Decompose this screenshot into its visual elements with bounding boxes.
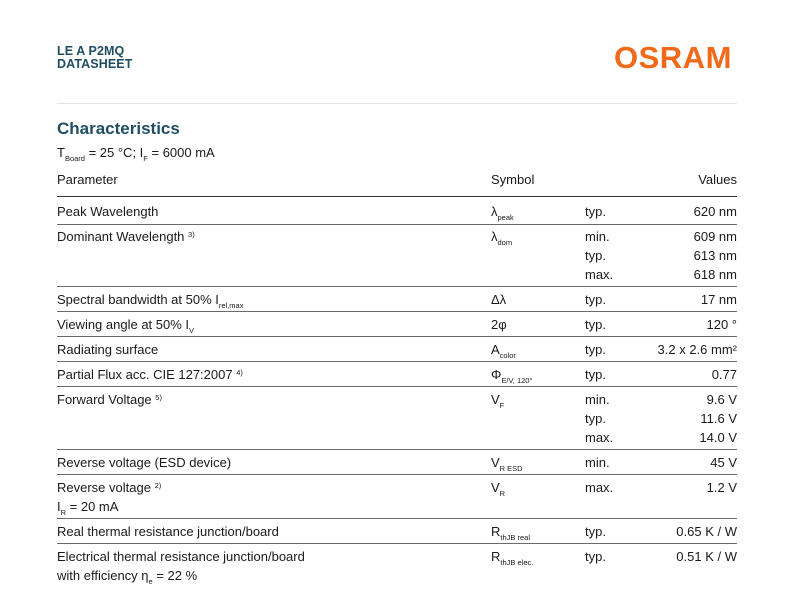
symbol-cell: 2φ <box>491 317 507 332</box>
symbol-cell: $V_{R ESD}$ <box>491 455 523 473</box>
header-values: Values <box>698 172 737 187</box>
symbol-cell: Δλ <box>491 292 507 307</box>
row-divider <box>57 361 737 362</box>
value-cell: 1.2 V <box>706 480 737 495</box>
qualifier-cell: min. typ. max. <box>585 392 614 445</box>
value-cell: 609 nm 613 nm 618 nm <box>693 229 737 282</box>
row-divider <box>57 286 737 287</box>
row-divider <box>57 386 737 387</box>
qualifier-cell: min. <box>585 455 610 470</box>
value-cell: 45 V <box>710 455 737 470</box>
section-title: Characteristics <box>57 119 180 138</box>
row-divider <box>57 543 737 544</box>
header-divider-line <box>57 196 737 197</box>
qualifier-cell: typ. <box>585 342 606 357</box>
param-cell: Forward Voltage $^{5)}$ <box>57 392 162 407</box>
value-cell: 0.65 K / W <box>676 524 737 539</box>
qualifier-cell: typ. <box>585 317 606 332</box>
symbol-cell: $\lambda_{dom}$ <box>491 229 513 247</box>
param-cell: Reverse voltage (ESD device) <box>57 455 232 470</box>
symbol-cell: $\Phi_{E/V, 120^\circ}$ <box>491 367 533 385</box>
product-name: LE A P2MQ <box>57 44 125 58</box>
qualifier-cell: typ. <box>585 524 606 539</box>
param-cell: Electrical thermal resistance junction/board with efficiency $\eta_e = 22$ % <box>57 549 305 586</box>
param-cell: Real thermal resistance junction/board <box>57 524 279 539</box>
symbol-cell: $R_{thJB elec.}$ <box>491 549 534 567</box>
qualifier-cell: typ. <box>585 204 606 219</box>
qualifier-cell: typ. <box>585 292 606 307</box>
symbol-cell: $A_{color}$ <box>491 342 516 360</box>
osram-logo: OSRAM <box>614 40 732 75</box>
qualifier-cell: typ. <box>585 367 606 382</box>
header-divider <box>57 103 737 104</box>
row-divider <box>57 449 737 450</box>
row-divider <box>57 474 737 475</box>
row-divider <box>57 224 737 225</box>
row-divider <box>57 518 737 519</box>
test-conditions: $T_{Board} = 25$ °C; $I_F = 6000$ mA <box>57 145 215 163</box>
header-parameter: Parameter <box>57 172 118 187</box>
row-divider <box>57 336 737 337</box>
header-symbol: Symbol <box>491 172 535 187</box>
value-cell: 9.6 V 11.6 V 14.0 V <box>699 392 737 445</box>
value-cell: 3.2 x 2.6 mm² <box>657 342 737 357</box>
symbol-cell: $V_R$ <box>491 480 506 498</box>
qualifier-cell: min. typ. max. <box>585 229 614 282</box>
param-cell: Spectral bandwidth at 50% $I_{rel,max}$ <box>57 292 244 310</box>
value-cell: 0.51 K / W <box>676 549 737 564</box>
param-cell: Dominant Wavelength $^{3)}$ <box>57 229 195 244</box>
value-cell: 620 nm <box>693 204 737 219</box>
symbol-cell: $R_{thJB real}$ <box>491 524 530 542</box>
document-header <box>57 45 132 71</box>
value-cell: 120 ° <box>706 317 737 332</box>
row-divider <box>57 311 737 312</box>
param-cell: Peak Wavelength <box>57 204 159 219</box>
qualifier-cell: typ. <box>585 549 606 564</box>
param-cell: Reverse voltage $^{2)}$ $I_R = 20$ mA <box>57 480 162 517</box>
param-cell: Partial Flux acc. CIE 127:2007 $^{4)}$ <box>57 367 243 382</box>
qualifier-cell: max. <box>585 480 614 495</box>
param-cell: Radiating surface <box>57 342 159 357</box>
value-cell: 0.77 <box>711 367 737 382</box>
document-type: DATASHEET <box>57 57 133 71</box>
param-cell: Viewing angle at 50% $I_V$ <box>57 317 195 335</box>
value-cell: 17 nm <box>700 292 737 307</box>
symbol-cell: $V_F$ <box>491 392 505 410</box>
symbol-cell: $\lambda_{peak}$ <box>491 204 514 222</box>
